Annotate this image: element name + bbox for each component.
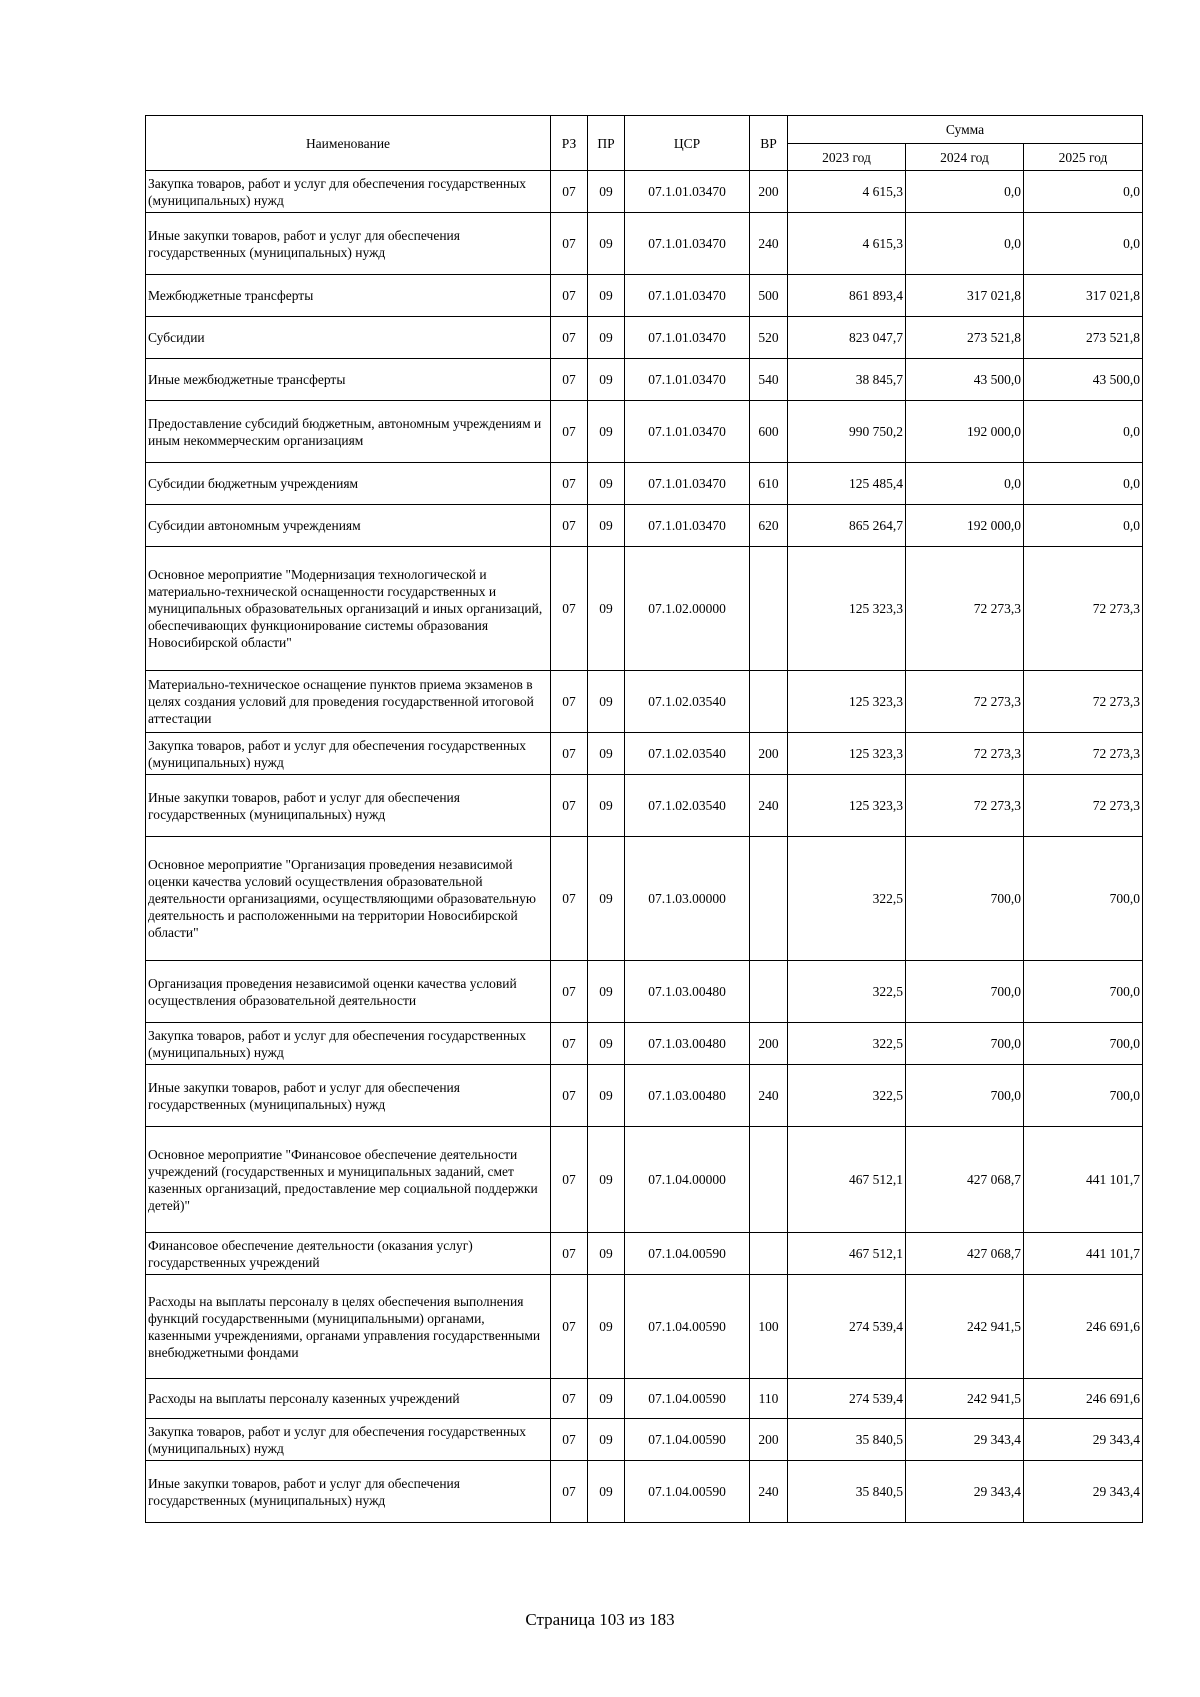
row-name: Расходы на выплаты персоналу казенных учреждений <box>146 1379 551 1419</box>
row-pr: 09 <box>588 463 625 505</box>
row-vr: 610 <box>750 463 788 505</box>
row-name: Иные межбюджетные трансферты <box>146 359 551 401</box>
row-vr: 100 <box>750 1275 788 1379</box>
row-name: Материально-техническое оснащение пунктов приема экзаменов в целях создания условий для проведения государственной итоговой аттестации <box>146 671 551 733</box>
row-2024: 700,0 <box>906 1023 1024 1065</box>
row-pr: 09 <box>588 505 625 547</box>
row-rz: 07 <box>551 837 588 961</box>
row-2023: 35 840,5 <box>788 1419 906 1461</box>
row-vr: 200 <box>750 733 788 775</box>
row-2025: 441 101,7 <box>1024 1127 1143 1233</box>
row-2024: 700,0 <box>906 837 1024 961</box>
row-rz: 07 <box>551 961 588 1023</box>
table-row <box>146 837 1143 961</box>
row-2025: 0,0 <box>1024 171 1143 213</box>
row-2023: 322,5 <box>788 1023 906 1065</box>
row-2024: 72 273,3 <box>906 671 1024 733</box>
row-pr: 09 <box>588 733 625 775</box>
row-name: Иные закупки товаров, работ и услуг для обеспечения государственных (муниципальных) нужд <box>146 775 551 837</box>
row-2024: 72 273,3 <box>906 733 1024 775</box>
row-rz: 07 <box>551 547 588 671</box>
header-pr: ПР <box>588 116 625 171</box>
row-csr: 07.1.03.00480 <box>625 961 750 1023</box>
row-rz: 07 <box>551 1461 588 1523</box>
row-rz: 07 <box>551 171 588 213</box>
table-row <box>146 1023 1143 1065</box>
row-csr: 07.1.01.03470 <box>625 359 750 401</box>
header-sum: Сумма <box>788 116 1143 144</box>
table-row <box>146 733 1143 775</box>
row-2024: 192 000,0 <box>906 505 1024 547</box>
row-pr: 09 <box>588 837 625 961</box>
row-name: Иные закупки товаров, работ и услуг для обеспечения государственных (муниципальных) нужд <box>146 1461 551 1523</box>
row-csr: 07.1.01.03470 <box>625 505 750 547</box>
row-vr <box>750 547 788 671</box>
row-name: Основное мероприятие "Организация проведения независимой оценки качества условий осуществления образовательной деятельности организациями, осуществляющими образовательную деятельность и расположенными на территории Новосибирской области" <box>146 837 551 961</box>
row-2025: 246 691,6 <box>1024 1275 1143 1379</box>
row-name: Финансовое обеспечение деятельности (оказания услуг) государственных учреждений <box>146 1233 551 1275</box>
row-name: Основное мероприятие "Модернизация технологической и материально-технической оснащенности государственных и муниципальных образовательных организаций и иных организаций, обеспечивающих функционирование системы образования Новосибирской области" <box>146 547 551 671</box>
table-row <box>146 359 1143 401</box>
row-csr: 07.1.01.03470 <box>625 213 750 275</box>
row-2023: 274 539,4 <box>788 1379 906 1419</box>
row-vr: 520 <box>750 317 788 359</box>
row-2025: 72 273,3 <box>1024 775 1143 837</box>
row-2023: 322,5 <box>788 837 906 961</box>
row-2023: 467 512,1 <box>788 1233 906 1275</box>
row-csr: 07.1.02.03540 <box>625 671 750 733</box>
row-2023: 322,5 <box>788 961 906 1023</box>
row-csr: 07.1.04.00000 <box>625 1127 750 1233</box>
row-csr: 07.1.01.03470 <box>625 317 750 359</box>
row-pr: 09 <box>588 961 625 1023</box>
row-2025: 72 273,3 <box>1024 671 1143 733</box>
row-vr <box>750 1127 788 1233</box>
row-rz: 07 <box>551 1127 588 1233</box>
row-csr: 07.1.04.00590 <box>625 1275 750 1379</box>
row-rz: 07 <box>551 1275 588 1379</box>
header-csr: ЦСР <box>625 116 750 171</box>
row-2023: 4 615,3 <box>788 171 906 213</box>
row-2024: 29 343,4 <box>906 1461 1024 1523</box>
row-csr: 07.1.03.00000 <box>625 837 750 961</box>
row-pr: 09 <box>588 359 625 401</box>
row-2025: 72 273,3 <box>1024 733 1143 775</box>
table-row <box>146 505 1143 547</box>
row-rz: 07 <box>551 1023 588 1065</box>
row-2024: 0,0 <box>906 463 1024 505</box>
row-2023: 35 840,5 <box>788 1461 906 1523</box>
row-csr: 07.1.04.00590 <box>625 1233 750 1275</box>
row-2025: 700,0 <box>1024 1023 1143 1065</box>
row-vr: 200 <box>750 171 788 213</box>
row-2025: 0,0 <box>1024 505 1143 547</box>
row-rz: 07 <box>551 463 588 505</box>
row-2025: 72 273,3 <box>1024 547 1143 671</box>
row-pr: 09 <box>588 1419 625 1461</box>
row-2024: 427 068,7 <box>906 1127 1024 1233</box>
row-rz: 07 <box>551 213 588 275</box>
row-2024: 700,0 <box>906 961 1024 1023</box>
row-2024: 317 021,8 <box>906 275 1024 317</box>
row-vr: 240 <box>750 213 788 275</box>
table-row <box>146 671 1143 733</box>
row-pr: 09 <box>588 1233 625 1275</box>
row-csr: 07.1.03.00480 <box>625 1023 750 1065</box>
row-name: Закупка товаров, работ и услуг для обеспечения государственных (муниципальных) нужд <box>146 733 551 775</box>
table-row <box>146 775 1143 837</box>
row-csr: 07.1.02.00000 <box>625 547 750 671</box>
table-row <box>146 1233 1143 1275</box>
row-name: Иные закупки товаров, работ и услуг для обеспечения государственных (муниципальных) нужд <box>146 1065 551 1127</box>
row-2025: 29 343,4 <box>1024 1461 1143 1523</box>
row-2024: 72 273,3 <box>906 547 1024 671</box>
header-name: Наименование <box>146 116 551 171</box>
row-csr: 07.1.04.00590 <box>625 1461 750 1523</box>
row-rz: 07 <box>551 275 588 317</box>
page-number: Страница 103 из 183 <box>525 1610 675 1629</box>
header-2023: 2023 год <box>788 144 906 171</box>
row-csr: 07.1.01.03470 <box>625 463 750 505</box>
row-rz: 07 <box>551 1233 588 1275</box>
row-vr: 240 <box>750 775 788 837</box>
row-2024: 273 521,8 <box>906 317 1024 359</box>
row-rz: 07 <box>551 317 588 359</box>
row-rz: 07 <box>551 733 588 775</box>
row-vr <box>750 837 788 961</box>
row-name: Закупка товаров, работ и услуг для обеспечения государственных (муниципальных) нужд <box>146 1419 551 1461</box>
row-2025: 700,0 <box>1024 961 1143 1023</box>
row-vr: 600 <box>750 401 788 463</box>
row-name: Организация проведения независимой оценки качества условий осуществления образовательной деятельности <box>146 961 551 1023</box>
row-2024: 29 343,4 <box>906 1419 1024 1461</box>
budget-table <box>145 115 1143 1523</box>
row-vr: 200 <box>750 1419 788 1461</box>
row-pr: 09 <box>588 1275 625 1379</box>
row-name: Субсидии бюджетным учреждениям <box>146 463 551 505</box>
row-2024: 43 500,0 <box>906 359 1024 401</box>
row-2023: 4 615,3 <box>788 213 906 275</box>
row-2024: 0,0 <box>906 213 1024 275</box>
row-pr: 09 <box>588 213 625 275</box>
row-2024: 700,0 <box>906 1065 1024 1127</box>
row-name: Расходы на выплаты персоналу в целях обеспечения выполнения функций государственными (муниципальными) органами, казенными учреждениями, органами управления государственными внебюджетными фондами <box>146 1275 551 1379</box>
row-pr: 09 <box>588 1379 625 1419</box>
row-vr <box>750 1233 788 1275</box>
row-rz: 07 <box>551 1419 588 1461</box>
row-csr: 07.1.04.00590 <box>625 1419 750 1461</box>
table-row <box>146 547 1143 671</box>
row-2024: 72 273,3 <box>906 775 1024 837</box>
row-2023: 823 047,7 <box>788 317 906 359</box>
header-rz: РЗ <box>551 116 588 171</box>
row-pr: 09 <box>588 401 625 463</box>
row-2023: 125 323,3 <box>788 671 906 733</box>
row-name: Закупка товаров, работ и услуг для обеспечения государственных (муниципальных) нужд <box>146 1023 551 1065</box>
table-row <box>146 463 1143 505</box>
row-2023: 861 893,4 <box>788 275 906 317</box>
row-pr: 09 <box>588 547 625 671</box>
row-vr <box>750 961 788 1023</box>
row-rz: 07 <box>551 401 588 463</box>
row-name: Предоставление субсидий бюджетным, автономным учреждениям и иным некоммерческим организациям <box>146 401 551 463</box>
row-name: Межбюджетные трансферты <box>146 275 551 317</box>
table-row <box>146 401 1143 463</box>
table-row <box>146 317 1143 359</box>
row-2025: 0,0 <box>1024 213 1143 275</box>
row-2023: 125 323,3 <box>788 775 906 837</box>
table-row <box>146 1461 1143 1523</box>
row-2023: 990 750,2 <box>788 401 906 463</box>
header-vr: ВР <box>750 116 788 171</box>
row-pr: 09 <box>588 275 625 317</box>
row-pr: 09 <box>588 775 625 837</box>
table-row <box>146 213 1143 275</box>
row-rz: 07 <box>551 505 588 547</box>
row-pr: 09 <box>588 1065 625 1127</box>
row-name: Иные закупки товаров, работ и услуг для обеспечения государственных (муниципальных) нужд <box>146 213 551 275</box>
row-2025: 273 521,8 <box>1024 317 1143 359</box>
row-pr: 09 <box>588 1023 625 1065</box>
row-2025: 0,0 <box>1024 401 1143 463</box>
row-vr: 110 <box>750 1379 788 1419</box>
row-2023: 322,5 <box>788 1065 906 1127</box>
table-row <box>146 1419 1143 1461</box>
row-rz: 07 <box>551 671 588 733</box>
table-row <box>146 1127 1143 1233</box>
row-2023: 38 845,7 <box>788 359 906 401</box>
row-vr: 240 <box>750 1461 788 1523</box>
row-csr: 07.1.02.03540 <box>625 775 750 837</box>
row-pr: 09 <box>588 171 625 213</box>
row-2024: 242 941,5 <box>906 1275 1024 1379</box>
row-2023: 125 485,4 <box>788 463 906 505</box>
row-csr: 07.1.01.03470 <box>625 401 750 463</box>
header-2025: 2025 год <box>1024 144 1143 171</box>
row-2025: 317 021,8 <box>1024 275 1143 317</box>
row-2023: 865 264,7 <box>788 505 906 547</box>
row-vr: 620 <box>750 505 788 547</box>
table-row <box>146 961 1143 1023</box>
row-2025: 441 101,7 <box>1024 1233 1143 1275</box>
row-2025: 246 691,6 <box>1024 1379 1143 1419</box>
row-pr: 09 <box>588 317 625 359</box>
header-2024: 2024 год <box>906 144 1024 171</box>
row-csr: 07.1.03.00480 <box>625 1065 750 1127</box>
row-2025: 43 500,0 <box>1024 359 1143 401</box>
table-row <box>146 171 1143 213</box>
row-2025: 700,0 <box>1024 837 1143 961</box>
row-csr: 07.1.02.03540 <box>625 733 750 775</box>
row-pr: 09 <box>588 1127 625 1233</box>
row-vr: 200 <box>750 1023 788 1065</box>
row-name: Субсидии <box>146 317 551 359</box>
row-2023: 125 323,3 <box>788 733 906 775</box>
row-name: Субсидии автономным учреждениям <box>146 505 551 547</box>
table-body <box>146 171 1143 1523</box>
row-vr <box>750 671 788 733</box>
table-row <box>146 1065 1143 1127</box>
table-header <box>146 116 1143 171</box>
row-2023: 125 323,3 <box>788 547 906 671</box>
table-row <box>146 1379 1143 1419</box>
row-vr: 240 <box>750 1065 788 1127</box>
row-2025: 29 343,4 <box>1024 1419 1143 1461</box>
row-pr: 09 <box>588 671 625 733</box>
row-rz: 07 <box>551 1065 588 1127</box>
row-csr: 07.1.01.03470 <box>625 171 750 213</box>
row-rz: 07 <box>551 1379 588 1419</box>
row-csr: 07.1.04.00590 <box>625 1379 750 1419</box>
table-row <box>146 275 1143 317</box>
row-pr: 09 <box>588 1461 625 1523</box>
row-vr: 540 <box>750 359 788 401</box>
row-2024: 192 000,0 <box>906 401 1024 463</box>
row-rz: 07 <box>551 775 588 837</box>
row-2024: 0,0 <box>906 171 1024 213</box>
row-2023: 467 512,1 <box>788 1127 906 1233</box>
row-rz: 07 <box>551 359 588 401</box>
row-2024: 242 941,5 <box>906 1379 1024 1419</box>
row-2024: 427 068,7 <box>906 1233 1024 1275</box>
row-2025: 0,0 <box>1024 463 1143 505</box>
row-name: Закупка товаров, работ и услуг для обеспечения государственных (муниципальных) нужд <box>146 171 551 213</box>
row-csr: 07.1.01.03470 <box>625 275 750 317</box>
row-2023: 274 539,4 <box>788 1275 906 1379</box>
row-name: Основное мероприятие "Финансовое обеспечение деятельности учреждений (государственных и муниципальных заданий, смет казенных организаций, предоставление мер социальной поддержки детей)" <box>146 1127 551 1233</box>
table-row <box>146 1275 1143 1379</box>
row-2025: 700,0 <box>1024 1065 1143 1127</box>
row-vr: 500 <box>750 275 788 317</box>
